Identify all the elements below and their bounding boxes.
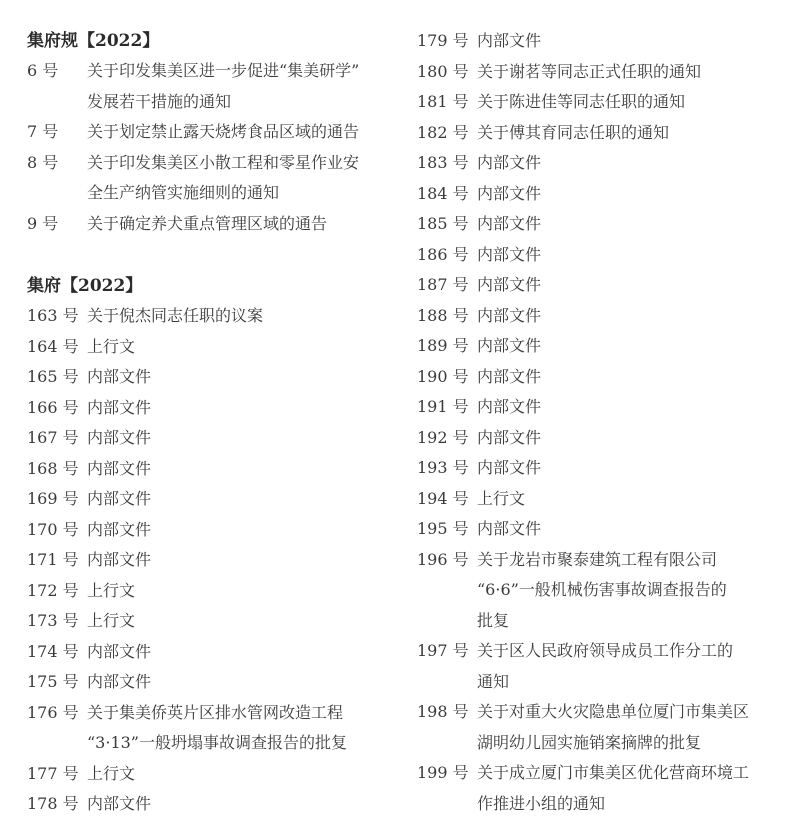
document-number: 9 号 <box>27 213 59 233</box>
document-number: 188 号 <box>417 305 469 325</box>
document-number: 6 号 <box>27 61 59 80</box>
document-number: 164 号 <box>27 336 79 356</box>
document-number: 169 号 <box>27 489 79 508</box>
document-number: 168 号 <box>27 458 79 478</box>
document-title: 内部文件 <box>87 458 152 478</box>
document-entry <box>417 179 767 210</box>
document-title: 内部文件 <box>477 305 542 325</box>
document-number: 185 号 <box>417 214 469 233</box>
document-title: 关于陈进佳等同志任职的通知 <box>477 92 686 111</box>
left-column <box>27 26 387 820</box>
document-entry <box>27 332 387 363</box>
document-number: 189 号 <box>417 336 469 355</box>
document-title: 内部文件 <box>87 397 152 417</box>
document-number: 166 号 <box>27 397 79 417</box>
document-title: 内部文件 <box>87 672 152 691</box>
document-title: 内部文件 <box>477 427 542 447</box>
document-number: 175 号 <box>27 672 79 691</box>
document-entry <box>27 515 387 546</box>
section-list-jifu-continued <box>417 26 767 819</box>
document-title: 上行文 <box>87 580 136 600</box>
document-entry <box>27 362 387 393</box>
document-number: 194 号 <box>417 488 469 508</box>
document-entry <box>27 484 387 515</box>
document-entry <box>417 301 767 332</box>
document-title: 内部文件 <box>87 641 152 661</box>
document-number: 192 号 <box>417 427 469 447</box>
document-entry <box>27 789 387 820</box>
document-entry <box>417 87 767 118</box>
document-title: 关于成立厦门市集美区优化营商环境工 作推进小组的通知 <box>477 763 750 813</box>
document-title: 内部文件 <box>477 458 542 477</box>
document-title: 内部文件 <box>477 31 542 50</box>
document-number: 177 号 <box>27 763 79 783</box>
document-number: 196 号 <box>417 549 469 569</box>
section-spacer <box>27 239 387 271</box>
document-entry <box>27 576 387 607</box>
document-entry <box>27 209 387 240</box>
document-number: 193 号 <box>417 458 469 477</box>
document-number: 182 号 <box>417 122 469 142</box>
document-entry <box>417 636 767 697</box>
document-entry <box>417 453 767 484</box>
document-entry <box>417 148 767 179</box>
document-number: 179 号 <box>417 31 469 50</box>
document-title: 关于划定禁止露天烧烤食品区域的通告 <box>87 122 360 141</box>
document-number: 191 号 <box>417 397 469 416</box>
document-title: 内部文件 <box>477 275 542 294</box>
document-title: 内部文件 <box>477 183 542 203</box>
document-entry <box>417 331 767 362</box>
document-title: 上行文 <box>87 763 136 783</box>
document-title: 内部文件 <box>87 794 152 813</box>
document-number: 198 号 <box>417 702 469 721</box>
document-title: 关于傅其育同志任职的通知 <box>477 122 670 142</box>
document-entry <box>417 392 767 423</box>
document-number: 183 号 <box>417 153 469 172</box>
document-entry <box>417 118 767 149</box>
document-number: 172 号 <box>27 580 79 600</box>
document-number: 195 号 <box>417 519 469 538</box>
document-number: 180 号 <box>417 61 469 81</box>
section-heading-jifu: 集府【2022】 <box>27 276 143 296</box>
document-entry <box>27 56 387 117</box>
document-entry <box>27 423 387 454</box>
document-entry <box>27 301 387 332</box>
document-title: 内部文件 <box>477 244 542 264</box>
document-entry <box>417 423 767 454</box>
document-title: 关于确定养犬重点管理区域的通告 <box>87 213 328 233</box>
document-title: 关于印发集美区进一步促进“集美研学” 发展若干措施的通知 <box>87 61 360 111</box>
document-entry <box>417 26 767 57</box>
document-title: 关于对重大火灾隐患单位厦门市集美区 湖明幼儿园实施销案摘牌的批复 <box>477 702 750 752</box>
document-number: 197 号 <box>417 641 469 660</box>
document-entry <box>27 759 387 790</box>
document-entry <box>417 758 767 819</box>
document-entry <box>27 117 387 148</box>
document-entry <box>27 148 387 209</box>
document-title: 关于谢茗等同志正式任职的通知 <box>477 61 702 81</box>
document-number: 186 号 <box>417 244 469 264</box>
document-title: 内部文件 <box>477 519 542 538</box>
document-title: 内部文件 <box>477 153 542 172</box>
document-entry <box>27 545 387 576</box>
document-entry <box>417 545 767 637</box>
document-title: 内部文件 <box>477 397 542 416</box>
section-list-jifugui <box>27 56 387 239</box>
document-title: 内部文件 <box>477 336 542 355</box>
document-number: 178 号 <box>27 794 79 813</box>
document-entry <box>27 454 387 485</box>
document-entry <box>27 667 387 698</box>
document-title: 关于倪杰同志任职的议案 <box>87 306 264 325</box>
document-title: 内部文件 <box>87 489 152 508</box>
document-entry <box>417 484 767 515</box>
document-title: 内部文件 <box>87 367 152 386</box>
document-number: 190 号 <box>417 366 469 386</box>
right-column <box>417 26 767 819</box>
document-title: 内部文件 <box>477 214 542 233</box>
document-entry <box>27 606 387 637</box>
document-title: 内部文件 <box>87 519 152 539</box>
document-entry <box>417 697 767 758</box>
document-title: 内部文件 <box>477 366 542 386</box>
document-entry <box>27 698 387 759</box>
document-title: 上行文 <box>87 336 136 356</box>
document-number: 8 号 <box>27 152 59 172</box>
document-entry <box>417 270 767 301</box>
document-number: 184 号 <box>417 183 469 203</box>
document-entry <box>417 209 767 240</box>
section-list-jifu <box>27 301 387 820</box>
document-entry <box>417 57 767 88</box>
document-number: 171 号 <box>27 550 79 569</box>
document-number: 163 号 <box>27 306 79 325</box>
document-number: 199 号 <box>417 763 469 782</box>
document-number: 176 号 <box>27 702 79 722</box>
document-entry <box>417 514 767 545</box>
document-number: 187 号 <box>417 275 469 294</box>
document-title: 关于集美侨英片区排水管网改造工程 “3·13”一般坍塌事故调查报告的批复 <box>87 702 347 752</box>
document-title: 关于印发集美区小散工程和零星作业安 全生产纳管实施细则的通知 <box>87 152 360 202</box>
document-number: 167 号 <box>27 428 79 447</box>
document-entry <box>27 637 387 668</box>
document-title: 上行文 <box>87 611 136 630</box>
document-number: 165 号 <box>27 367 79 386</box>
document-title: 关于龙岩市聚泰建筑工程有限公司 “6·6”一般机械伤害事故调查报告的 批复 <box>477 549 727 630</box>
document-number: 181 号 <box>417 92 469 111</box>
document-title: 关于区人民政府领导成员工作分工的 通知 <box>477 641 734 691</box>
document-number: 174 号 <box>27 641 79 661</box>
document-number: 173 号 <box>27 611 79 630</box>
document-entry <box>417 240 767 271</box>
section-heading-jifugui: 集府规【2022】 <box>27 31 160 51</box>
document-title: 上行文 <box>477 488 526 508</box>
document-number: 7 号 <box>27 122 59 141</box>
document-entry <box>417 362 767 393</box>
document-entry <box>27 393 387 424</box>
document-number: 170 号 <box>27 519 79 539</box>
document-title: 内部文件 <box>87 550 152 569</box>
document-title: 内部文件 <box>87 428 152 447</box>
